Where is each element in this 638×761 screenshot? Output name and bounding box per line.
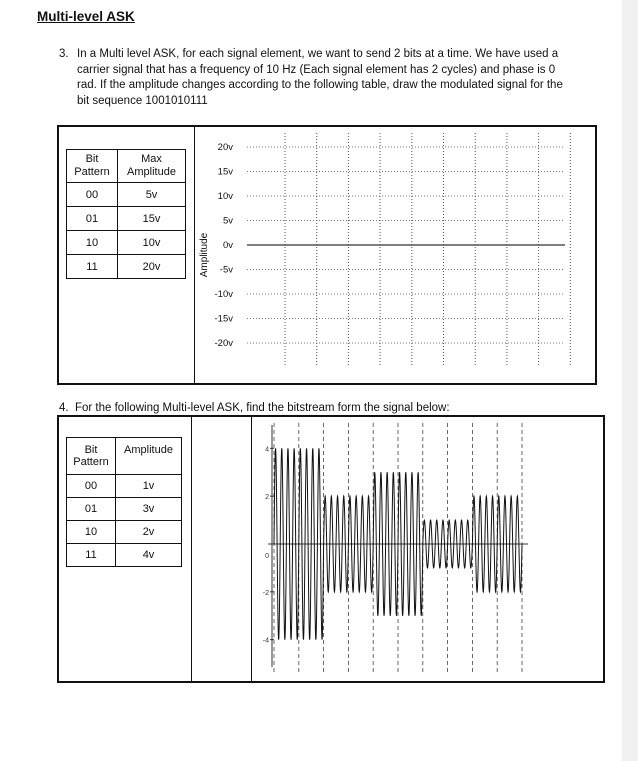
header-line: Pattern [74, 166, 110, 178]
y-tick-label: 2 [265, 494, 269, 502]
y-tick-label: -5v [219, 264, 233, 276]
question-3-number: 3. [59, 48, 69, 60]
question-4-text: For the following Multi-level ASK, find the bitstream form the signal below: [74, 402, 450, 414]
table-cell-amplitude: 10v [118, 231, 186, 255]
table-header-bit-pattern [67, 438, 116, 475]
question-3-amplitude-table [66, 149, 186, 279]
table-cell-bits: 00 [67, 183, 118, 207]
table-cell-bits: 10 [67, 231, 118, 255]
ask-signal-line [274, 448, 522, 639]
y-tick-label: -15v [214, 313, 233, 325]
table-row [67, 255, 186, 279]
y-axis-label: Amplitude [199, 232, 210, 278]
question-4-text-line [59, 402, 450, 414]
header-line: Bit [85, 153, 99, 165]
table-cell-amplitude: 2v [116, 521, 182, 544]
y-tick-label: 5v [222, 215, 233, 227]
table-cell-bits: 10 [67, 521, 116, 544]
table-cell-amplitude: 1v [116, 475, 182, 498]
table-cell-amplitude: 20v [118, 255, 186, 279]
table-cell-amplitude: 15v [118, 207, 186, 231]
table-cell-bits: 11 [67, 255, 118, 279]
table-cell-bits: 01 [67, 498, 116, 521]
y-tick-label: 20v [217, 142, 233, 153]
table-row [67, 498, 182, 521]
table-cell-bits: 00 [67, 475, 116, 498]
table-row [67, 544, 182, 567]
table-cell-bits: 01 [67, 207, 118, 231]
page-scrollbar[interactable] [622, 0, 638, 761]
y-tick-label: 4 [265, 446, 269, 454]
question-4-signal-chart [252, 417, 602, 681]
table-cell-amplitude: 4v [116, 544, 182, 567]
header-line: Pattern [73, 456, 109, 468]
table-header-bit-pattern [67, 150, 118, 183]
question-3-text: In a Multi level ASK, for each signal element, we want to send 2 bits at a time. We have used a carrier signal that has a frequency of 10 Hz (Each signal element has 2 cycles) and phase is 0 rad. If the amplitude changes according to the following table, draw the modulated signal for the bit sequence 1001010111 [77, 48, 563, 107]
question-4-number: 4. [59, 402, 69, 414]
y-tick-label: -4 [262, 637, 269, 645]
table-row [67, 475, 182, 498]
header-line: Bit [84, 444, 98, 456]
table-cell-bits: 11 [67, 544, 116, 567]
y-tick-label: -20v [214, 338, 233, 349]
y-tick-label: 0v [222, 240, 233, 251]
table-row [67, 521, 182, 544]
y-tick-label: -10v [214, 289, 233, 300]
y-tick-label: 10v [217, 191, 233, 202]
question-3-blank-grid [195, 127, 595, 383]
header-line: Max [141, 153, 162, 165]
y-tick-label: 0 [265, 553, 269, 560]
header-line: Amplitude [127, 166, 176, 178]
table-row [67, 207, 186, 231]
question-4-amplitude-table [66, 437, 182, 567]
table-cell-amplitude: 3v [116, 498, 182, 521]
question-4-divider [191, 416, 192, 682]
table-row [67, 183, 186, 207]
table-header-amplitude: Amplitude [116, 438, 182, 475]
table-cell-amplitude: 5v [118, 183, 186, 207]
y-tick-label: -2 [262, 589, 269, 597]
table-header-max-amplitude [118, 150, 186, 183]
page-title: Multi-level ASK [37, 9, 135, 24]
y-tick-label: 15v [217, 166, 233, 178]
table-row [67, 231, 186, 255]
